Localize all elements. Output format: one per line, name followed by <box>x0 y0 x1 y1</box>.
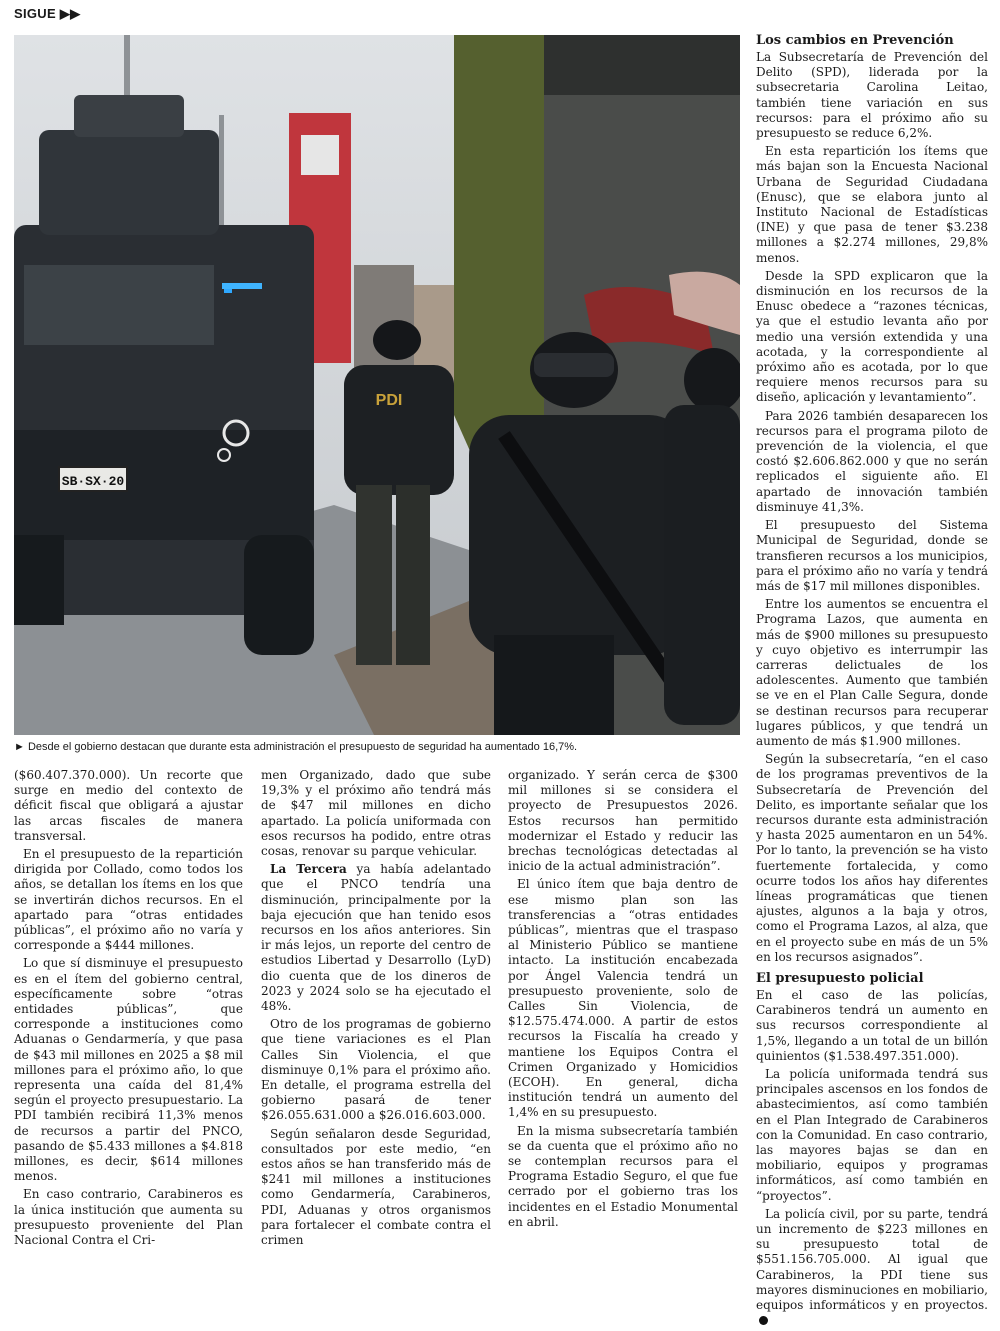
paragraph <box>261 862 491 1014</box>
subheading-presupuesto-policial: El presupuesto policial <box>756 970 924 986</box>
paragraph: organizado. Y serán cerca de $300 mil millones si se considera el proyecto de Presupuestos 2026. Estos recursos han permitido modernizar el Estado y reducir las brechas tecnológicas detectadas al inicio de la actual administración”. <box>508 768 738 874</box>
paragraph <box>756 1207 988 1329</box>
pdi-vest-label: PDI <box>375 392 403 409</box>
paragraph: Según señalaron desde Seguridad, consultados por este medio, “en estos años se han transferido más de $241 mil millones a instituciones como Gendarmería, Carabineros, PDI, Aduanas y otros organismos para fortalecer el combate contra el crimen <box>261 1126 491 1248</box>
paragraph-text: ya había adelantado que el PNCO tendría una disminución, principalmente por la baja ejecución que han tenido esos recursos en los años anteriores. Sin ir más lejos, un reporte del centro de estudios Libertad y Desarrollo (LyD) dio cuenta que de los dineros de 2023 y 2024 solo se ha ejecutado el 48%. <box>261 862 491 1014</box>
paragraph: En el presupuesto de la repartición dirigida por Collado, como todos los años, se detallan los ítems en los que se invertirán dichos recursos. En el apartado para “otras entidades públicas”, el próximo año no varía y corresponde a $444 millones. <box>14 847 243 953</box>
paragraph: men Organizado, dado que sube 19,3% y el próximo año tendrá más de $47 mil millones en dicho apartado. La policía uniformada con esos recursos ha podido, entre otras cosas, renovar su parque vehicular. <box>261 768 491 859</box>
subheading-prevencion: Los cambios en Prevención <box>756 33 954 48</box>
paragraph: ($60.407.370.000). Un recorte que surge en medio del contexto de déficit fiscal que obligará a ajustar las arcas fiscales de manera transversal. <box>14 768 243 843</box>
paragraph: El único ítem que baja dentro de ese mismo plan son las transferencias a “otras entidades públicas”, mientras que el traspaso al Ministerio Público se mantiene intacto. La institución encabezada por Ángel Valencia tendrá un presupuesto proveniente, solo de Calles Sin Violencia, de $12.575.474.000. A partir de estos recursos la Fiscalía ha creado y mantiene los Equipos Contra el Crimen Organizado y Homicidios (ECOH). En general, dicha institución tendrá un aumento del 1,4% en su presupuesto. <box>508 877 738 1120</box>
paragraph: En caso contrario, Carabineros es la única institución que aumenta su presupuesto proveniente del Plan Nacional Contra el Cri- <box>14 1187 243 1248</box>
paragraph: Otro de los programas de gobierno que tiene variaciones es el Plan Calles Sin Violencia, el que disminuye 0,1% para el próximo año. En detalle, el programa estrella del gobierno pasará de tener $26.055.631.000 a $26.016.603.000. <box>261 1017 491 1123</box>
license-plate: SB·SX·20 <box>61 474 125 489</box>
newspaper-name: La Tercera <box>270 862 347 877</box>
paragraph: En el caso de las policías, Carabineros tendrá un aumento en sus recursos correspondiente al 1,5%, llegando a un total de un billón quinientos ($1.538.497.351.000). <box>756 987 988 1063</box>
paragraph: Lo que sí disminuye el presupuesto es en el ítem del gobierno central, específicamente sobre “otras entidades públicas”, que corresponde a instituciones como Aduanas o Gendarmería, y que pasa de $43 mil millones en 2025 a $8 mil millones para el próximo año, lo que representa una caída del 81,4% según el proyecto presupuestario. La PDI también recibirá 11,3% menos de recursos a partir del PNCO, pasando de $5.433 millones a $4.818 millones, es decir, $614 millones menos. <box>14 956 243 1184</box>
paragraph: Según la subsecretaría, “en el caso de los programas preventivos de la Subsecretaría de Prevención del Delito, es importante señalar que los recursos durante esta administración y hasta 2025 aumentaron en un 54%. Por lo tanto, la prevención se ha visto fuertemente fortalecida, y como ocurre todos los años hay diferentes líneas programáticas que tienen ajustes, algunos a la baja y otros, como el Programa Lazos, al alza, que en el proyecto sube en más de un 5% en los recursos asignados”. <box>756 752 988 964</box>
right-column <box>756 33 988 1331</box>
paragraph: Para 2026 también desaparecen los recursos para el programa piloto de prevención de la violencia, el que costó $2.606.862.000 y que no serán replicados el siguiente año. El apartado de innovación también disminuye 41,3%. <box>756 408 988 514</box>
end-of-article-icon <box>759 1316 768 1325</box>
bottom-column-2 <box>261 768 491 1251</box>
photo-caption: ► Desde el gobierno destacan que durante esta administración el presupuesto de seguridad ha aumentado 16,7%. <box>14 741 578 753</box>
bottom-column-1 <box>14 768 243 1251</box>
paragraph: En esta repartición los ítems que más bajan son la Encuesta Nacional Urbana de Seguridad Ciudadana (Enusc), que se elabora junto al Instituto Nacional de Estadísticas (INE) y que pasa de tener $3.238 millones a $2.274 millones, 29,8% menos. <box>756 144 988 265</box>
paragraph: La Subsecretaría de Prevención del Delito (SPD), liderada por la subsecretaria Carolina Leitao, también tiene variación en sus recursos: para el próximo año su presupuesto se reduce 6,2%. <box>756 50 988 141</box>
paragraph: Desde la SPD explicaron que la disminución en los recursos de la Enusc obedece a “razones técnicas, ya que el estudio levanta año por medio una versión extendida y una acotada, y la correspondiente al próximo año es acotada, por lo que requiere menos recursos para su diseño, aplicación y levantamiento”. <box>756 268 988 405</box>
news-photo <box>14 35 740 735</box>
section-sigue-label: SIGUE ▶▶ <box>14 6 81 21</box>
paragraph: La policía uniformada tendrá sus principales ascensos en los fondos de abastecimientos, así como también en el Plan Integrado de Carabineros con la Comunidad. En caso contrario, las mayores bajas se dan en mobiliario, equipos y programas informáticos, así como también en “proyectos”. <box>756 1067 988 1203</box>
bottom-column-3 <box>508 768 738 1233</box>
paragraph-text: La policía civil, por su parte, tendrá un incremento de $223 millones en su presupuesto total de $551.156.705.000. Al igual que Carabineros, la PDI tiene sus mayores disminuciones en mobiliario, equipos informáticos y en proyectos. <box>756 1206 988 1313</box>
paragraph: Entre los aumentos se encuentra el Programa Lazos, que aumenta en más de $900 millones su presupuesto y cuyo objetivo es interrumpir las carreras delictuales de los adolescentes. Aumento que también se ve en el Plan Calle Segura, donde se destinan recursos para recuperar lugares públicos, y que tendrá un aumento de más $1.900 millones. <box>756 597 988 748</box>
paragraph: En la misma subsecretaría también se da cuenta que el próximo año no se contemplan recursos para el Programa Estadio Seguro, el que fue cerrado por el gobierno tras los incidentes en el Estadio Monumental en abril. <box>508 1123 738 1229</box>
paragraph: El presupuesto del Sistema Municipal de Seguridad, donde se transfieren recursos a los municipios, para el próximo año no varía y tendrá más de $17 mil millones disponibles. <box>756 518 988 593</box>
